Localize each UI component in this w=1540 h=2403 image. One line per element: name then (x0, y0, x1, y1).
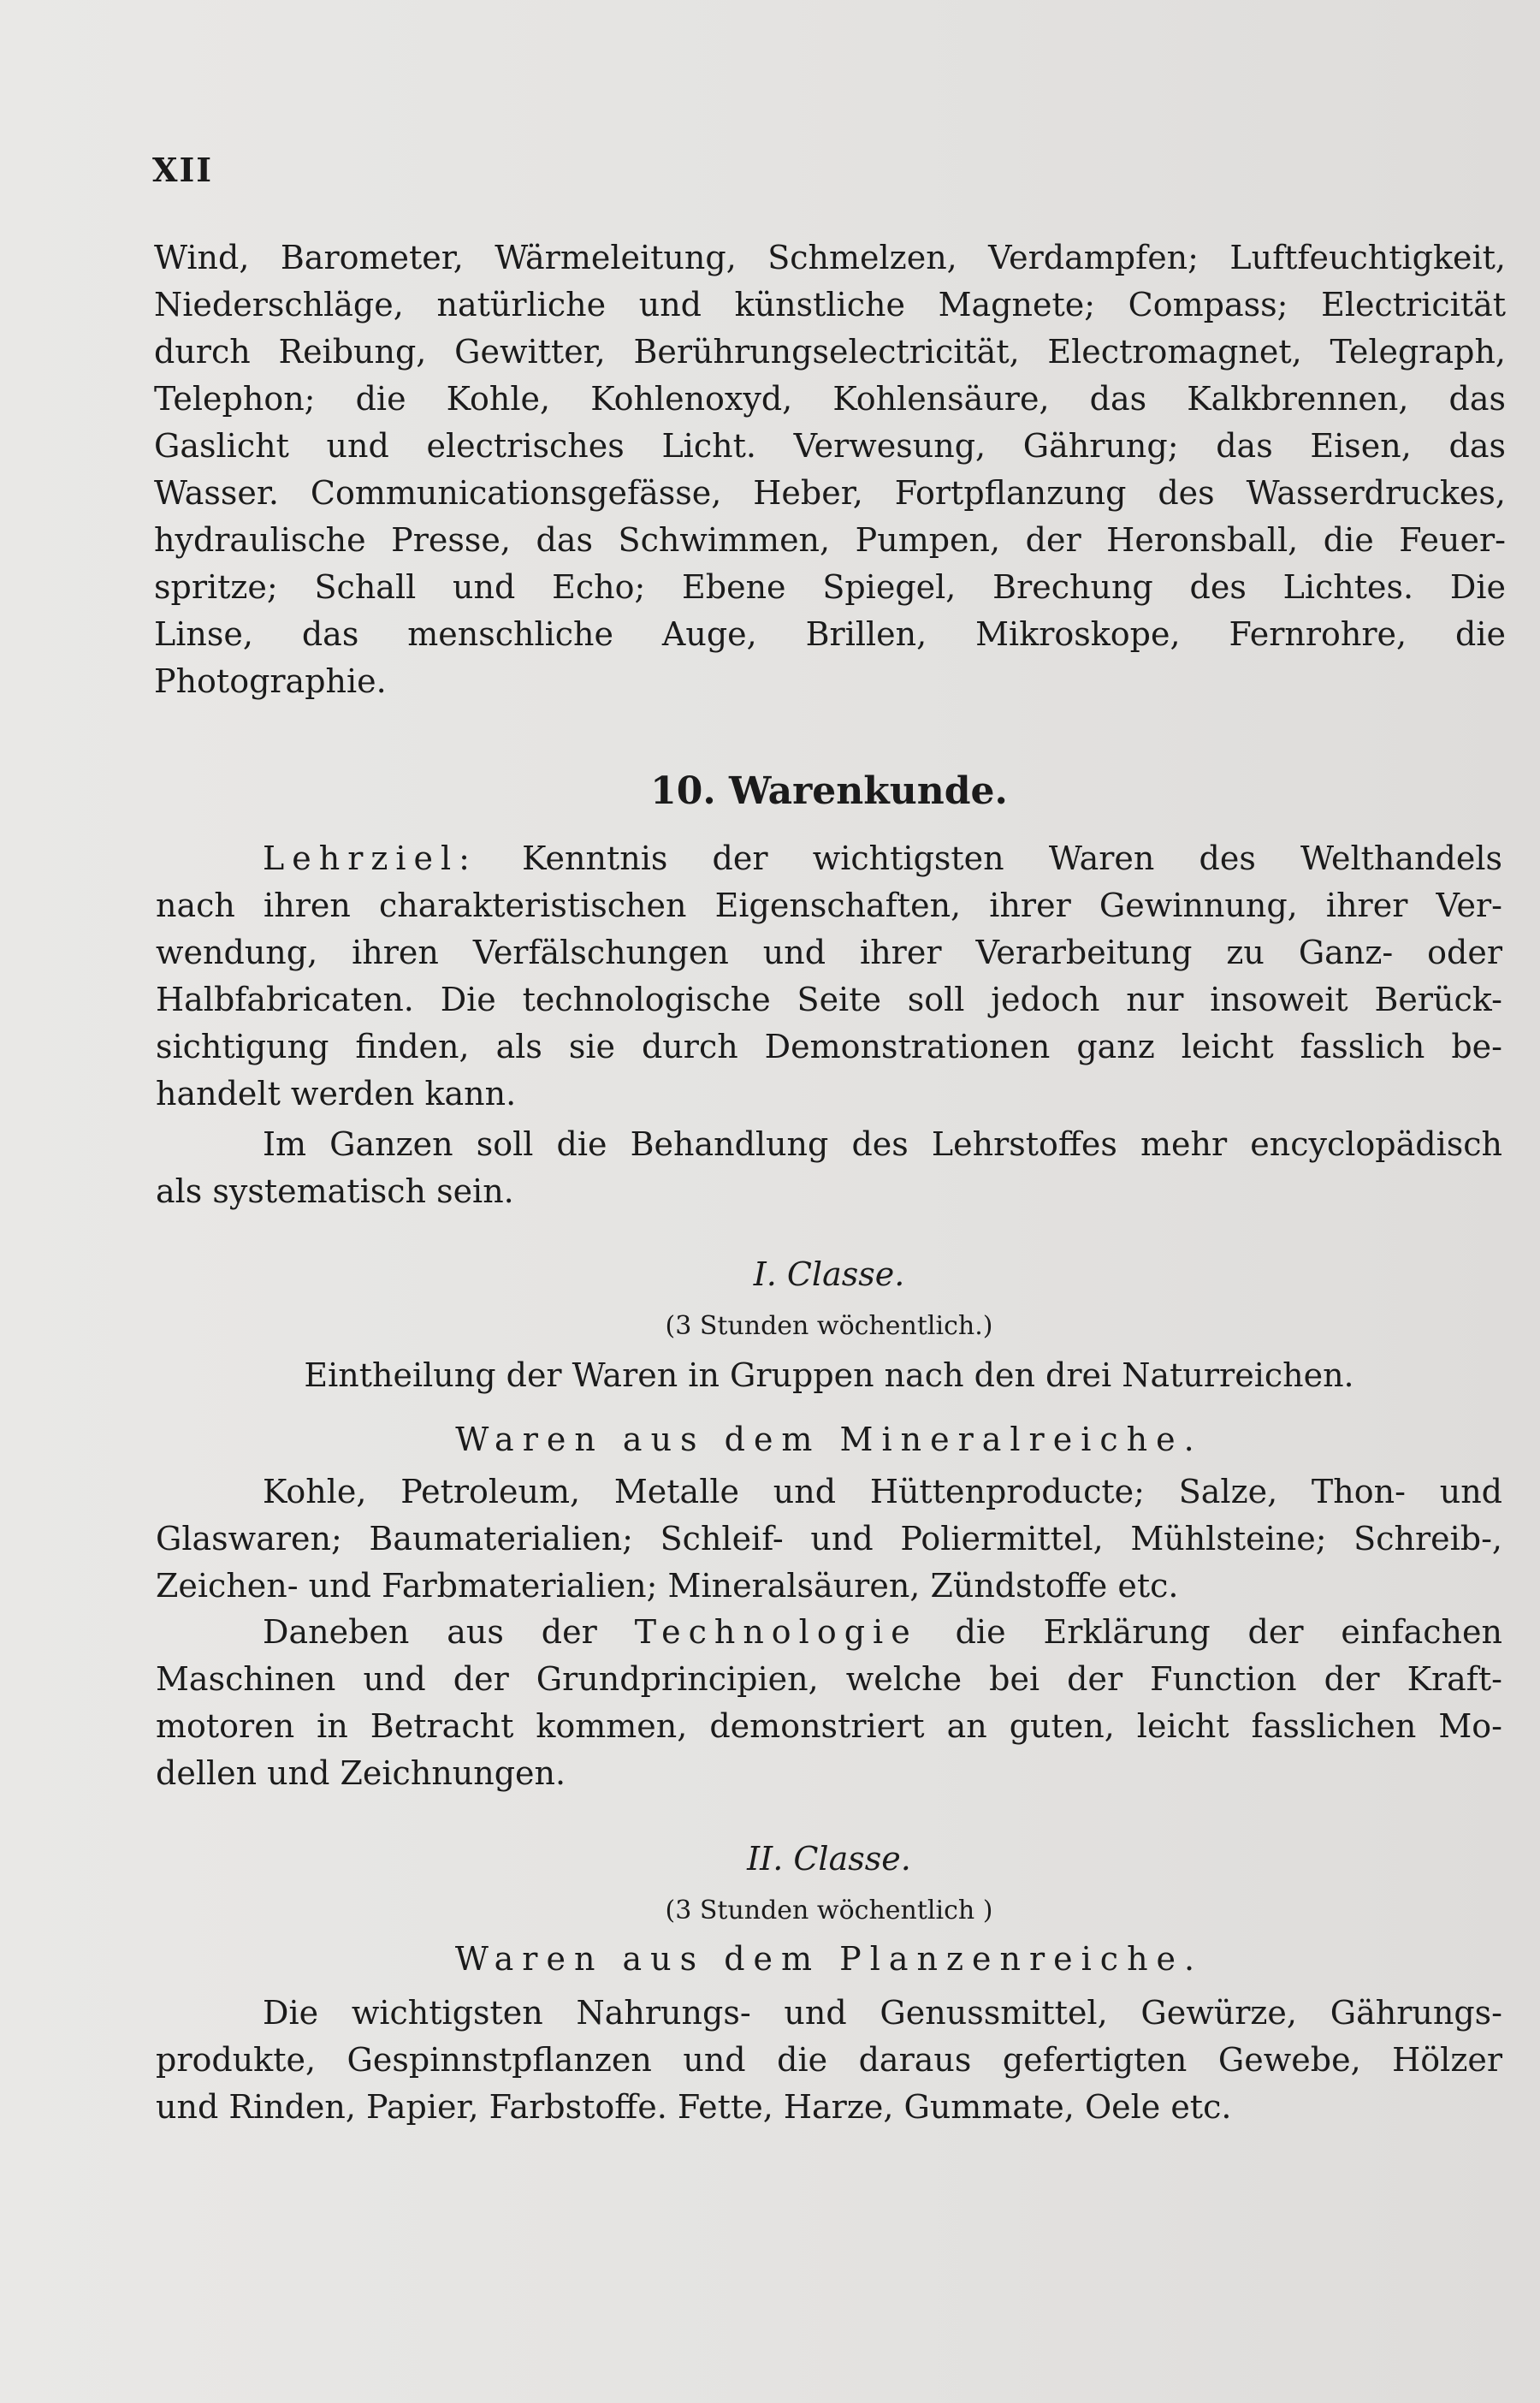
im-ganzen-line: Im Ganzen soll die Behandlung des Lehrstoffes mehr encyclopädisch (263, 1125, 1502, 1163)
lehrziel-first-line (156, 835, 1502, 882)
class-1-heading-block (156, 1251, 1502, 1298)
intro-line: Gaslicht und electrisches Licht. Verwesung, Gährung; das Eisen, das (154, 427, 1506, 465)
class-1-subheading: Waren aus dem Mineralreiche. (455, 1421, 1203, 1458)
lehrziel-line: wendung, ihren Verfälschungen und ihrer Verarbeitung zu Ganz- oder (156, 934, 1502, 971)
class-1-line: Kohle, Petroleum, Metalle und Hüttenproducte; Salze, Thon- und (263, 1473, 1502, 1510)
class-2-subheading-block (156, 1936, 1502, 1983)
intro-line: Linse, das menschliche Auge, Brillen, Mikroskope, Fernrohre, die (154, 615, 1506, 653)
class-1-daneben-paragraph (156, 1609, 1502, 1797)
class-1-line: Glaswaren; Baumaterialien; Schleif- und Poliermittel, Mühlsteine; Schreib-, (156, 1520, 1502, 1558)
class-1-heading: I. Classe. (753, 1255, 905, 1293)
intro-line: Wind, Barometer, Wärmeleitung, Schmelzen, Verdampfen; Luftfeuchtigkeit, (154, 239, 1506, 276)
section-title-block (156, 766, 1502, 817)
class-2-heading-block (156, 1836, 1502, 1883)
intro-line: Wasser. Communicationsgefässe, Heber, Fortpflanzung des Wasserdruckes, (154, 474, 1506, 512)
intro-line: Telephon; die Kohle, Kohlenoxyd, Kohlensäure, das Kalkbrennen, das (154, 380, 1506, 418)
class-2-subheading: Waren aus dem Planzenreiche. (454, 1940, 1204, 1978)
lehrziel-label: Lehrziel: (263, 840, 477, 877)
class-1-intro: Eintheilung der Waren in Gruppen nach den drei Naturreichen. (304, 1356, 1354, 1394)
daneben-rest: die Erklärung der einfachen (955, 1613, 1502, 1651)
lehrziel-line: nach ihren charakteristischen Eigenschaften, ihrer Gewinnung, ihrer Ver- (156, 887, 1502, 924)
class-1-line: Zeichen- und Farbmaterialien; Mineralsäuren, Zündstoffe etc. (156, 1567, 1179, 1605)
intro-line: spritze; Schall und Echo; Ebene Spiegel, Brechung des Lichtes. Die (154, 568, 1506, 606)
class-2-line: und Rinden, Papier, Farbstoffe. Fette, Harze, Gummate, Oele etc. (156, 2088, 1232, 2126)
im-ganzen-paragraph (156, 1121, 1502, 1215)
intro-line: Photographie. (154, 662, 387, 700)
class-1-paragraph (156, 1468, 1502, 1610)
class-1-hours: (3 Stunden wöchentlich.) (665, 1311, 993, 1341)
intro-line: hydraulische Presse, das Schwimmen, Pumpen, der Heronsball, die Feuer- (154, 521, 1506, 559)
page-number: XII (152, 151, 214, 189)
intro-line: durch Reibung, Gewitter, Berührungselectricität, Electromagnet, Telegraph, (154, 333, 1506, 371)
lehrziel-first-line-text: Kenntnis der wichtigsten Waren des Welthandels (522, 840, 1502, 877)
class-1-daneben-line: motoren in Betracht kommen, demonstriert an guten, leicht fasslichen Mo- (156, 1707, 1502, 1745)
class-2-line: produkte, Gespinnstpflanzen und die daraus gefertigten Gewebe, Hölzer (156, 2041, 1502, 2079)
class-2-heading: II. Classe. (747, 1840, 911, 1878)
class-1-subheading-block (156, 1416, 1502, 1463)
lehrziel-paragraph (156, 835, 1502, 1118)
class-1-daneben-line: Maschinen und der Grundprincipien, welche bei der Function der Kraft- (156, 1660, 1502, 1698)
class-2-line: Die wichtigsten Nahrungs- und Genussmittel, Gewürze, Gährungs- (263, 1994, 1502, 2032)
section-title: 10. Warenkunde. (650, 769, 1008, 813)
class-2-hours-block (156, 1887, 1502, 1934)
lehrziel-line: handelt werden kann. (156, 1075, 517, 1112)
class-1-daneben-line: dellen und Zeichnungen. (156, 1754, 566, 1792)
class-2-paragraph (156, 1990, 1502, 2131)
intro-line: Niederschläge, natürliche und künstliche Magnete; Compass; Electricität (154, 286, 1506, 323)
class-2-hours: (3 Stunden wöchentlich ) (665, 1896, 993, 1925)
class-1-hours-block (156, 1302, 1502, 1350)
daneben-start: Daneben aus der (263, 1613, 597, 1651)
im-ganzen-line: als systematisch sein. (156, 1172, 514, 1210)
daneben-spaced-word: Technologie (634, 1613, 918, 1651)
lehrziel-line: Halbfabricaten. Die technologische Seite soll jedoch nur insoweit Berück- (156, 981, 1502, 1018)
class-1-intro-block (156, 1352, 1502, 1399)
intro-paragraph (154, 234, 1506, 705)
class-1-daneben-first-line (156, 1609, 1502, 1656)
lehrziel-line: sichtigung finden, als sie durch Demonstrationen ganz leicht fasslich be- (156, 1028, 1502, 1065)
